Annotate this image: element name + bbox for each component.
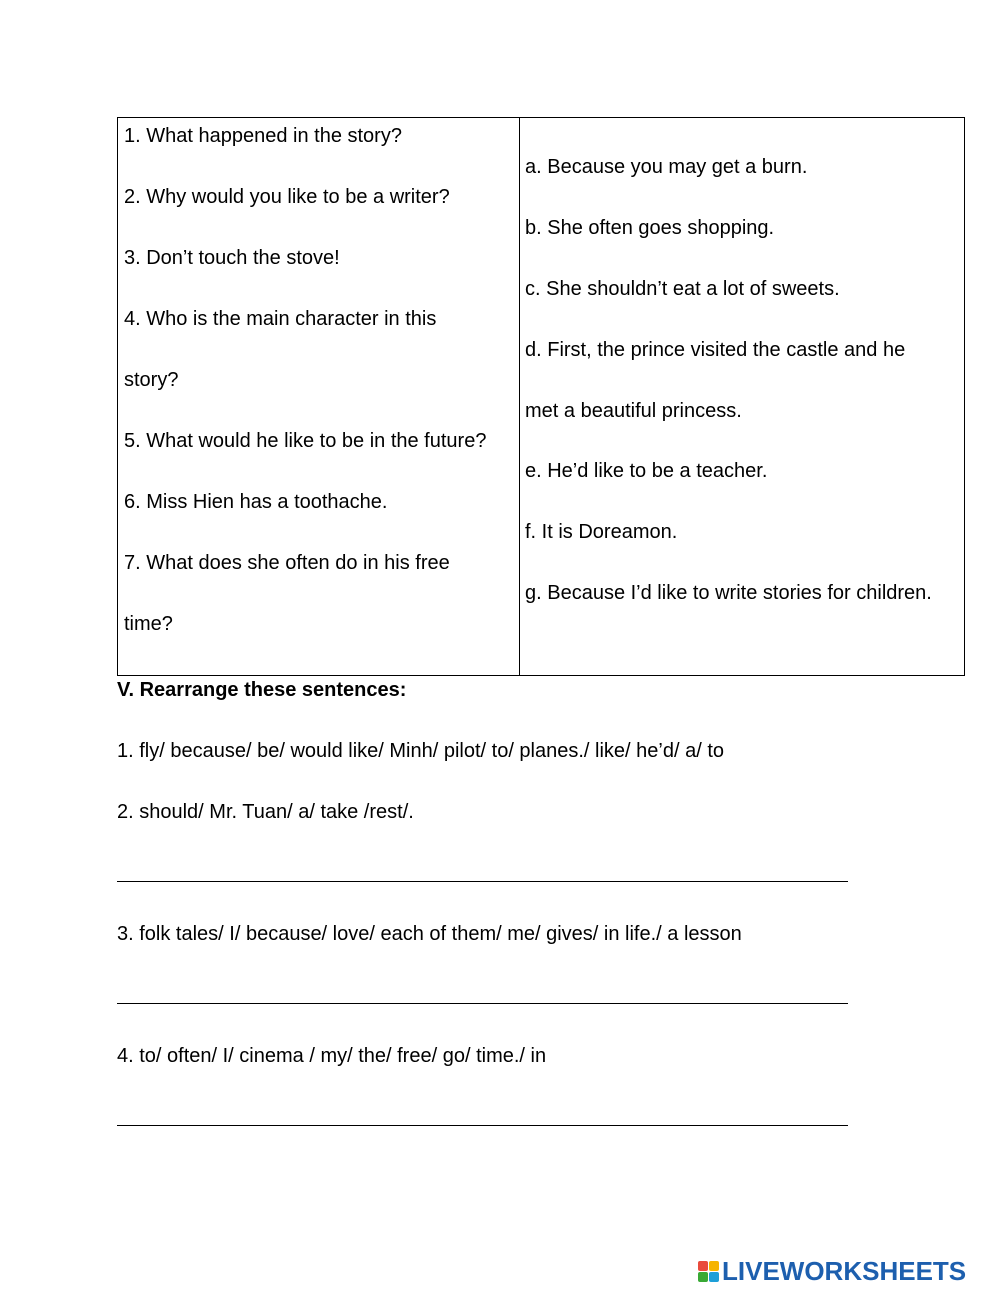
- answer-b: b. She often goes shopping.: [525, 217, 775, 239]
- answer-e: e. He’d like to be a teacher.: [525, 460, 768, 482]
- question-2: 2. Why would you like to be a writer?: [124, 186, 450, 208]
- section-v-title: V. Rearrange these sentences:: [117, 679, 407, 701]
- question-7: 7. What does she often do in his free: [124, 552, 450, 574]
- question-6: 6. Miss Hien has a toothache.: [124, 491, 388, 513]
- answer-blank-2[interactable]: [117, 881, 848, 882]
- answer-blank-4[interactable]: [117, 1125, 848, 1126]
- question-4: 4. Who is the main character in this: [124, 308, 437, 330]
- logo-text: LIVEWORKSHEETS: [722, 1256, 967, 1286]
- answer-d: d. First, the prince visited the castle and he: [525, 339, 906, 361]
- answer-d-cont: met a beautiful princess.: [525, 400, 742, 422]
- matching-table: [117, 117, 965, 676]
- question-4-cont: story?: [124, 369, 179, 391]
- logo-grid-icon: [698, 1261, 719, 1282]
- question-1: 1. What happened in the story?: [124, 125, 402, 147]
- rearrange-item-4: 4. to/ often/ I/ cinema / my/ the/ free/ go/ time./ in: [117, 1045, 547, 1067]
- answer-blank-3[interactable]: [117, 1003, 848, 1004]
- rearrange-item-2: 2. should/ Mr. Tuan/ a/ take /rest/.: [117, 801, 414, 823]
- liveworksheets-logo: [698, 1257, 966, 1285]
- rearrange-item-3: 3. folk tales/ I/ because/ love/ each of them/ me/ gives/ in life./ a lesson: [117, 923, 742, 945]
- answer-f: f. It is Doreamon.: [525, 521, 678, 543]
- answer-g: g. Because I’d like to write stories for children.: [525, 582, 932, 604]
- question-3: 3. Don’t touch the stove!: [124, 247, 340, 269]
- question-7-cont: time?: [124, 613, 173, 635]
- answer-a: a. Because you may get a burn.: [525, 156, 808, 178]
- column-divider: [519, 118, 520, 675]
- answer-c: c. She shouldn’t eat a lot of sweets.: [525, 278, 840, 300]
- rearrange-item-1: 1. fly/ because/ be/ would like/ Minh/ pilot/ to/ planes./ like/ he’d/ a/ to: [117, 740, 725, 762]
- question-5: 5. What would he like to be in the future?: [124, 430, 487, 452]
